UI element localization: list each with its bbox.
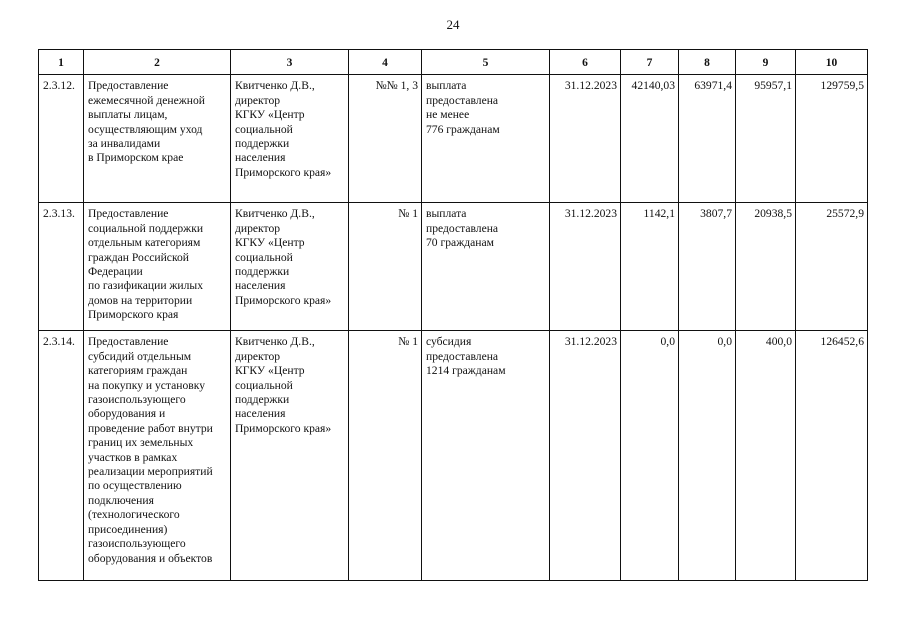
expected-result: выплата предоставлена не менее 776 гражданам	[422, 75, 550, 203]
column-header: 5	[422, 50, 550, 75]
indicator-refs: № 1	[349, 331, 422, 581]
value-col-10: 129759,5	[796, 75, 868, 203]
indicator-refs: № 1	[349, 203, 422, 331]
measure-name: Предоставление субсидий отдельным категориям граждан на покупку и установку газоиспользующего оборудования и проведение работ внутри границ их земельных участков в рамках реализации мероприятий по осуществлению подключения (технологического присоединения) газоиспользующего оборудования и объектов	[84, 331, 231, 581]
indicator-refs: №№ 1, 3	[349, 75, 422, 203]
value-col-8: 0,0	[679, 331, 736, 581]
deadline-date: 31.12.2023	[550, 203, 621, 331]
responsible-person: Квитченко Д.В., директор КГКУ «Центр социальной поддержки населения Приморского края»	[231, 203, 349, 331]
measures-table	[38, 49, 868, 581]
item-number: 2.3.13.	[39, 203, 84, 331]
column-header: 1	[39, 50, 84, 75]
expected-result: выплата предоставлена 70 гражданам	[422, 203, 550, 331]
value-col-8: 3807,7	[679, 203, 736, 331]
column-header: 10	[796, 50, 868, 75]
value-col-9: 95957,1	[736, 75, 796, 203]
column-header: 7	[621, 50, 679, 75]
table-row	[39, 75, 868, 203]
value-col-10: 126452,6	[796, 331, 868, 581]
page-number: 24	[446, 17, 460, 32]
value-col-9: 400,0	[736, 331, 796, 581]
value-col-7: 1142,1	[621, 203, 679, 331]
column-header: 4	[349, 50, 422, 75]
item-number: 2.3.12.	[39, 75, 84, 203]
item-number: 2.3.14.	[39, 331, 84, 581]
column-header: 6	[550, 50, 621, 75]
value-col-10: 25572,9	[796, 203, 868, 331]
deadline-date: 31.12.2023	[550, 75, 621, 203]
header-row	[39, 50, 868, 75]
expected-result: субсидия предоставлена 1214 гражданам	[422, 331, 550, 581]
value-col-9: 20938,5	[736, 203, 796, 331]
measure-name: Предоставление ежемесячной денежной выплаты лицам, осуществляющим уход за инвалидами в Приморском крае	[84, 75, 231, 203]
table-row	[39, 203, 868, 331]
value-col-7: 0,0	[621, 331, 679, 581]
responsible-person: Квитченко Д.В., директор КГКУ «Центр социальной поддержки населения Приморского края»	[231, 331, 349, 581]
table-row	[39, 331, 868, 581]
column-header: 2	[84, 50, 231, 75]
measure-name: Предоставление социальной поддержки отдельным категориям граждан Российской Федерации по газификации жилых домов на территории Приморского края	[84, 203, 231, 331]
value-col-7: 42140,03	[621, 75, 679, 203]
column-header: 8	[679, 50, 736, 75]
column-header: 9	[736, 50, 796, 75]
deadline-date: 31.12.2023	[550, 331, 621, 581]
responsible-person: Квитченко Д.В., директор КГКУ «Центр социальной поддержки населения Приморского края»	[231, 75, 349, 203]
value-col-8: 63971,4	[679, 75, 736, 203]
column-header: 3	[231, 50, 349, 75]
